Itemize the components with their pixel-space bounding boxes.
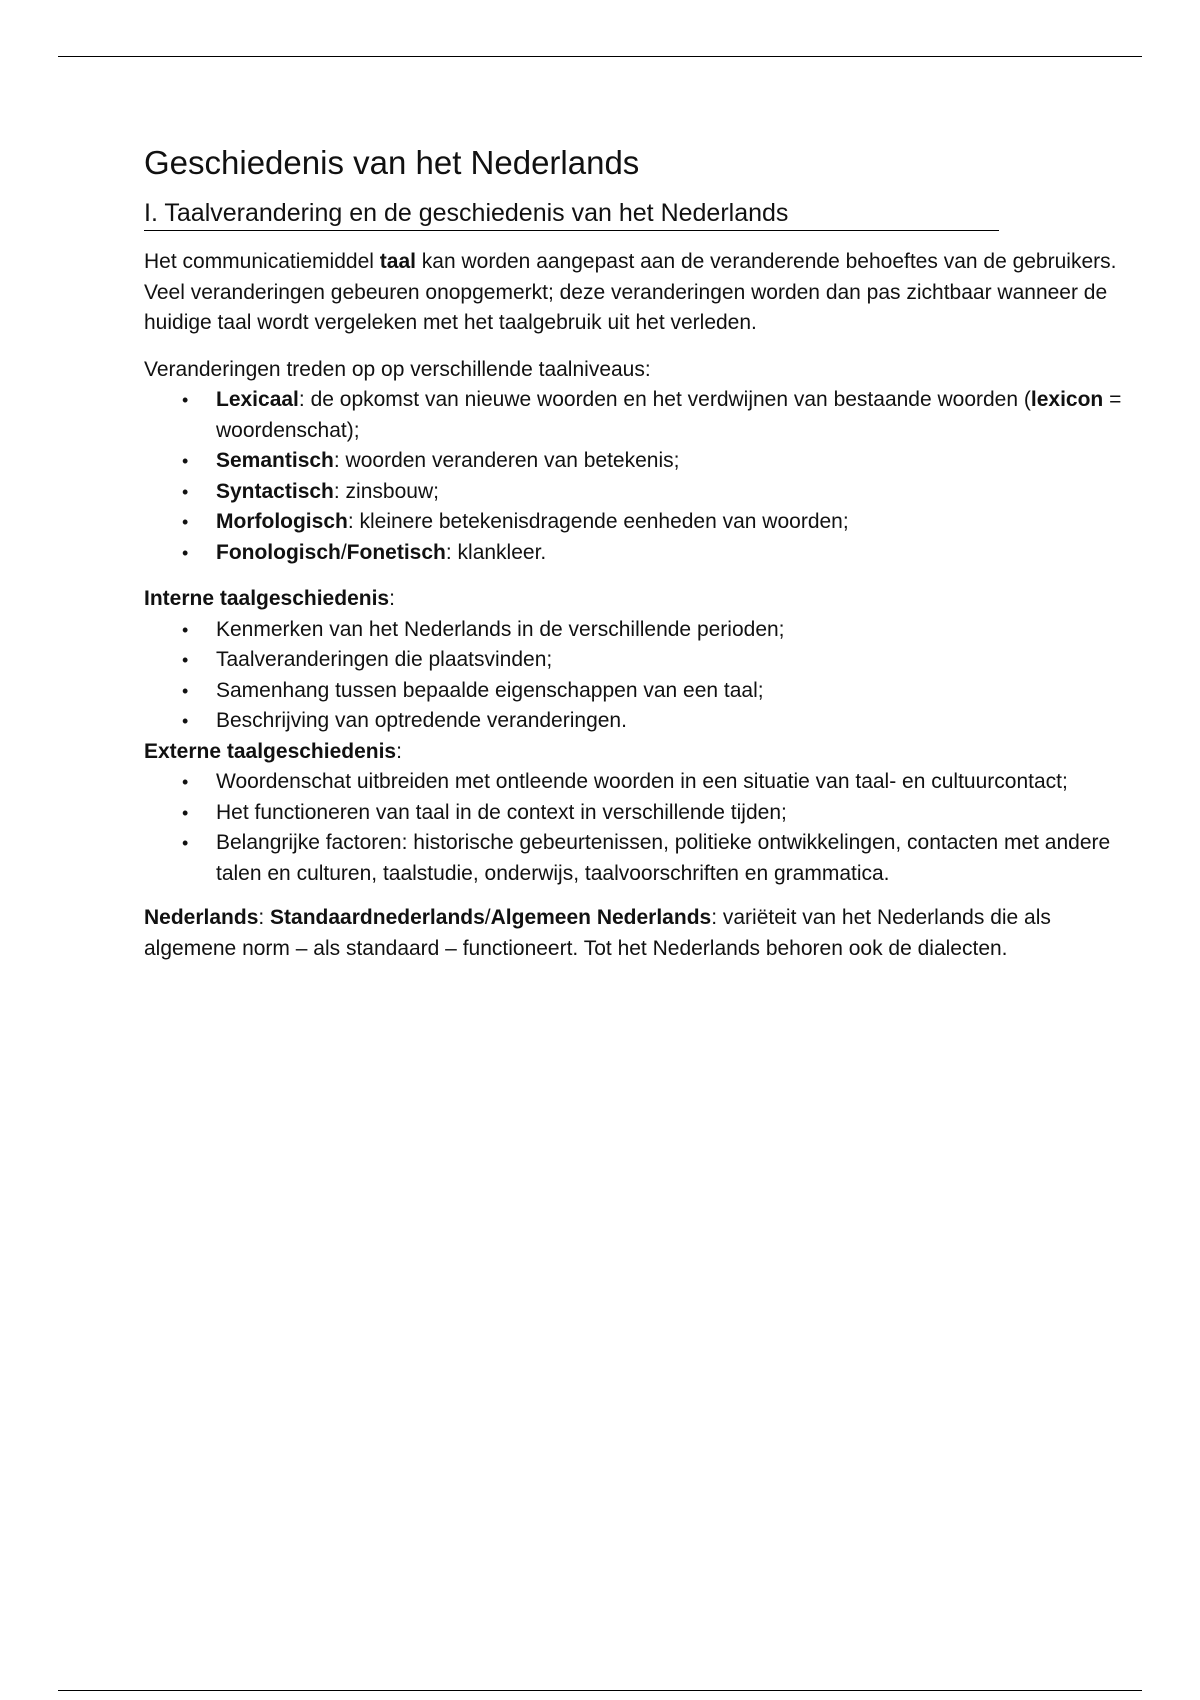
term: Syntactisch [216,479,334,503]
bullet: • [182,833,189,853]
text: / [484,906,491,929]
colon: : [389,587,395,610]
intro-term-taal: taal [379,250,416,273]
item-text: Het functioneren van taal in de context in verschillende tijden; [216,800,787,824]
item-text: : woorden veranderen van betekenis; [333,449,680,472]
bullet: • [182,390,189,410]
text: : [258,906,271,929]
item-text: Kenmerken van het Nederlands in de verschillende perioden; [216,617,785,641]
list-item [144,676,1124,707]
header-rule [58,56,1142,57]
term: Standaardnederlands [270,906,485,929]
internal-list [144,615,1124,737]
bullet: • [182,680,189,701]
list-item [144,446,1124,477]
list-item [144,477,1124,508]
term: Lexicaal [216,388,299,411]
bullet: • [182,802,189,823]
item-text: Samenhang tussen bepaalde eigenschappen van een taal; [216,678,764,702]
term: Morfologisch [216,510,348,533]
list-item [144,767,1124,798]
footer-rule [58,1690,1142,1691]
item-text: : klankleer. [445,540,547,564]
intro-text-1: Het communicatiemiddel [144,250,380,273]
heading-term: Interne taalgeschiedenis [144,587,390,610]
list-item [144,507,1124,538]
bullet: • [182,772,189,792]
page-title: Geschiedenis van het Nederlands [144,144,640,181]
term: Semantisch [216,449,334,472]
external-list [144,767,1124,889]
heading-term: Externe taalgeschiedenis [144,739,397,763]
text: : variëteit van het Nederlands die als algemene norm – als standaard – functioneert. Tot het Nederlands behoren ook de dialecten. [144,906,1051,960]
levels-intro: Veranderingen treden op op verschillende taalniveaus: [144,357,651,381]
bullet: • [182,451,189,471]
item-text: Woordenschat uitbreiden met ontleende woorden in een situatie van taal- en cultuurcontact; [216,770,1068,793]
term: Fonetisch [346,540,446,564]
item-text: : de opkomst van nieuwe woorden en het verdwijnen van bestaande woorden ( [298,388,1031,411]
internal-heading [144,584,1124,615]
bullet: • [182,481,189,502]
list-item [144,706,1124,737]
item-text: Taalveranderingen die plaatsvinden; [216,648,553,671]
item-text: = woordenschat); [216,388,1122,442]
list-item [144,538,1124,569]
item-text: Beschrijving van optredende veranderingen. [216,709,627,732]
intro-text-2: kan worden aangepast aan de veranderende behoeftes van de gebruikers. Veel veranderingen gebeuren onopgemerkt; deze veranderingen worden dan pas zichtbaar wanneer de huidige taal wordt vergeleken met het taalgebruik uit het verleden. [144,250,1117,334]
item-text: : kleinere betekenisdragende eenheden van woorden; [347,510,849,533]
list-item [144,828,1124,889]
separator: / [340,540,347,564]
list-item [144,645,1124,676]
item-text: Belangrijke factoren: historische gebeurtenissen, politieke ontwikkelingen, contacten met andere talen en culturen, taalstudie, onderwijs, taalvoorschriften en grammatica. [216,831,1111,885]
external-heading [144,737,1124,768]
term: lexicon [1030,388,1104,411]
colon: : [396,739,402,763]
bullet: • [182,512,189,532]
term: Nederlands [144,906,259,929]
bullet: • [182,711,189,731]
bullet: • [182,542,189,563]
intro-paragraph [144,247,1124,339]
list-item [144,798,1124,829]
term: Algemeen Nederlands [490,906,712,929]
item-text: : zinsbouw; [333,479,439,503]
levels-list [144,385,1124,568]
definition-paragraph [144,903,1124,964]
bullet: • [182,650,189,670]
term: Fonologisch [216,540,341,564]
list-item [144,385,1124,446]
document-body [144,140,1124,964]
section-heading: I. Taalverandering en de geschiedenis van het Nederlands [144,196,999,231]
bullet: • [182,619,189,640]
list-item [144,615,1124,646]
